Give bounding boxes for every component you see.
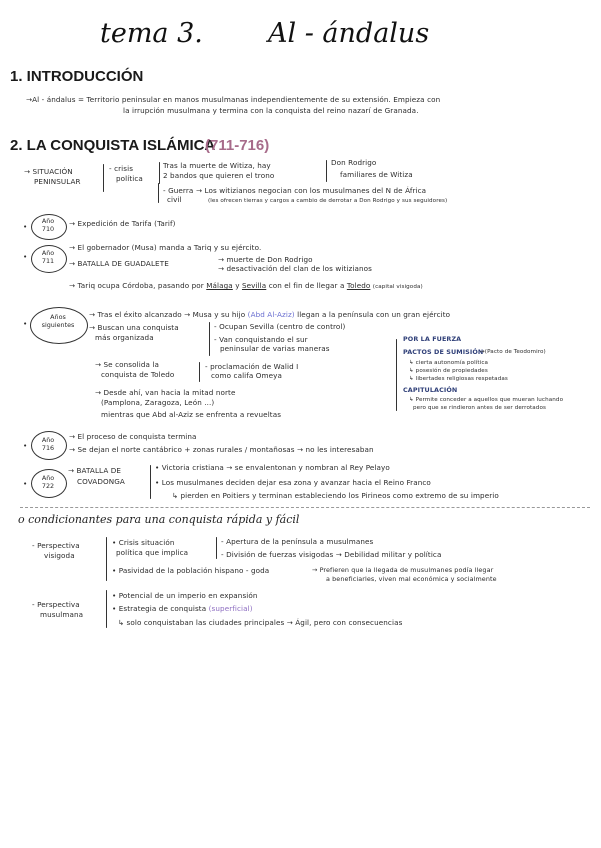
brace bbox=[150, 465, 151, 499]
perspectiva-visigoda-1: - Perspectiva bbox=[32, 541, 80, 550]
peninsular-label: PENINSULAR bbox=[34, 177, 81, 186]
apertura-peninsula: - Apertura de la península a musulmanes bbox=[221, 537, 374, 546]
mas-organizada: más organizada bbox=[95, 333, 154, 342]
division-fuerzas: - División de fuerzas visigodas → Debilidad militar y política bbox=[221, 550, 442, 559]
libertades-religiosas: ↳ libertades religiosas respetadas bbox=[409, 376, 508, 382]
covadonga: COVADONGA bbox=[77, 477, 125, 486]
potencial-imperio: • Potencial de un imperio en expansión bbox=[112, 591, 258, 600]
crisis-label: - crisis bbox=[109, 164, 134, 173]
dos-bandos: 2 bandos que quieren el trono bbox=[163, 171, 275, 180]
abd-revueltas: mientras que Abd al-Aziz se enfrenta a revueltas bbox=[101, 410, 282, 419]
condicionantes-heading: o condicionantes para una conquista rápida y fácil bbox=[18, 513, 300, 526]
expedicion-tarifa: → Expedición de Tarifa (Tarif) bbox=[69, 219, 176, 228]
bullet: • bbox=[23, 479, 28, 488]
victoria-cristiana: • Victoria cristiana → se envalentonan y nombran al Rey Pelayo bbox=[155, 463, 390, 472]
brace bbox=[103, 164, 104, 192]
intro-line-1: →Al - ándalus = Territorio peninsular en manos musulmanas independientemente de su extensión. Empieza con bbox=[26, 95, 441, 104]
years-following-label: Años siguientes bbox=[41, 313, 75, 329]
guerra-label: - Guerra bbox=[163, 186, 194, 195]
capitulacion: CAPITULACIÓN bbox=[403, 386, 458, 394]
peninsular-maneras: peninsular de varias maneras bbox=[220, 344, 330, 353]
brace bbox=[106, 590, 107, 628]
year-722-label: Año 722 bbox=[41, 474, 55, 490]
proceso-termina: → El proceso de conquista termina bbox=[69, 432, 197, 441]
intro-line-2: la irrupción musulmana y termina con la conquista del reino nazarí de Granada. bbox=[123, 106, 419, 115]
estrategia-conquista: • Estrategia de conquista (superficial) bbox=[112, 604, 253, 613]
crisis-situacion: • Crisis situación bbox=[112, 538, 175, 547]
buscan-conquista: → Buscan una conquista bbox=[89, 323, 179, 332]
conquista-toledo: conquista de Toledo bbox=[101, 370, 175, 379]
title-tema: tema 3. bbox=[100, 18, 203, 49]
situacion-label: → SITUACIÓN bbox=[24, 167, 73, 176]
por-la-fuerza: POR LA FUERZA bbox=[403, 335, 462, 343]
ciudades-norte: (Pamplona, Zaragoza, León ...) bbox=[101, 398, 215, 407]
batalla-guadalete: → BATALLA DE GUADALETE bbox=[69, 259, 169, 268]
title-al-andalus: Al - ándalus bbox=[268, 18, 430, 49]
witizianos-note: (les ofrecen tierras y cargos a cambio de derrotar a Don Rodrigo y sus seguidores) bbox=[208, 198, 448, 204]
pactos-sumision: PACTOS DE SUMISIÓN bbox=[403, 348, 484, 356]
bullet: • bbox=[23, 441, 28, 450]
proclamacion-walid: - proclamación de Walid I bbox=[205, 362, 299, 371]
witizianos-negocian: → Los witizianos negocian con los musulmanes del N de África bbox=[196, 186, 427, 195]
heading-introduccion: 1. INTRODUCCIÓN bbox=[10, 68, 144, 85]
se-consolida: → Se consolida la bbox=[95, 360, 159, 369]
brace bbox=[396, 339, 397, 411]
bullet: • bbox=[23, 252, 28, 261]
heading-conquista: 2. LA CONQUISTA ISLÁMICA bbox=[10, 137, 216, 154]
muerte-rodrigo: → muerte de Don Rodrigo bbox=[218, 255, 313, 264]
politica-label: política bbox=[116, 174, 143, 183]
califa-omeya: como califa Omeya bbox=[211, 371, 283, 380]
brace bbox=[106, 537, 107, 581]
brace bbox=[216, 537, 217, 559]
brace bbox=[158, 183, 159, 203]
pasividad-poblacion: • Pasividad de la población hispano - goda bbox=[112, 566, 270, 575]
familiares-witiza: familiares de Witiza bbox=[340, 170, 413, 179]
musulmanes-franco: • Los musulmanes deciden dejar esa zona y avanzar hacia el Reino Franco bbox=[155, 478, 431, 487]
muerte-witiza: Tras la muerte de Witiza, hay bbox=[163, 161, 271, 170]
perspectiva-musulmana-1: - Perspectiva bbox=[32, 600, 80, 609]
prefieren-llegada: → Prefieren que la llegada de musulmanes podía llegar bbox=[312, 566, 494, 574]
gobernador-musa: → El gobernador (Musa) manda a Tariq y su ejército. bbox=[69, 243, 262, 252]
posesion-propiedades: ↳ posesión de propiedades bbox=[409, 368, 488, 374]
brace bbox=[326, 160, 327, 182]
desactivacion-witizianos: → desactivación del clan de los witizianos bbox=[218, 264, 372, 273]
brace bbox=[209, 322, 210, 356]
don-rodrigo: Don Rodrigo bbox=[331, 158, 377, 167]
year-711-label: Año 711 bbox=[41, 249, 55, 265]
norte-cantabrico: → Se dejan el norte cantábrico + zonas rurales / montañosas → no les interesaban bbox=[69, 445, 374, 454]
desde-ahi: → Desde ahí, van hacia la mitad norte bbox=[95, 388, 236, 397]
batalla-de: → BATALLA DE bbox=[68, 466, 121, 475]
heading-years: (711-716) bbox=[205, 137, 270, 154]
ocupan-sevilla: - Ocupan Sevilla (centro de control) bbox=[214, 322, 346, 331]
perspectiva-visigoda-2: visigoda bbox=[44, 551, 75, 560]
politica-implica: política que implica bbox=[116, 548, 189, 557]
tariq-cordoba: → Tariq ocupa Córdoba, pasando por Málaga y Sevilla con el fin de llegar a Toledo (capital visigoda) bbox=[69, 281, 423, 290]
year-716-label: Año 716 bbox=[41, 436, 55, 452]
tras-exito: → Tras el éxito alcanzado → Musa y su hijo (Abd Al-Aziz) llegan a la península con un gran ejército bbox=[89, 310, 451, 319]
brace bbox=[159, 162, 160, 184]
beneficiarles: a beneficiarles, viven mal económica y socialmente bbox=[326, 575, 497, 583]
bullet: • bbox=[23, 222, 28, 231]
civil-label: civil bbox=[167, 195, 182, 204]
perspectiva-musulmana-2: musulmana bbox=[40, 610, 84, 619]
pacto-teodomiro: →(Pacto de Teodomiro) bbox=[480, 349, 546, 355]
brace bbox=[199, 362, 200, 382]
permite-conceder: ↳ Permite conceder a aquellos que mueran luchando bbox=[409, 397, 564, 403]
van-conquistando: - Van conquistando el sur bbox=[214, 335, 308, 344]
cierta-autonomia: ↳ cierta autonomía política bbox=[409, 360, 489, 366]
poitiers-pirineos: ↳ pierden en Poitiers y terminan estableciendo los Pirineos como extremo de su imperio bbox=[172, 491, 499, 500]
rindieron-antes: pero que se rindieron antes de ser derrotados bbox=[413, 405, 546, 411]
bullet: • bbox=[23, 319, 28, 328]
year-710-label: Año 710 bbox=[41, 217, 55, 233]
divider bbox=[20, 507, 590, 508]
solo-ciudades: ↳ solo conquistaban las ciudades principales → Ágil, pero con consecuencias bbox=[118, 618, 403, 627]
